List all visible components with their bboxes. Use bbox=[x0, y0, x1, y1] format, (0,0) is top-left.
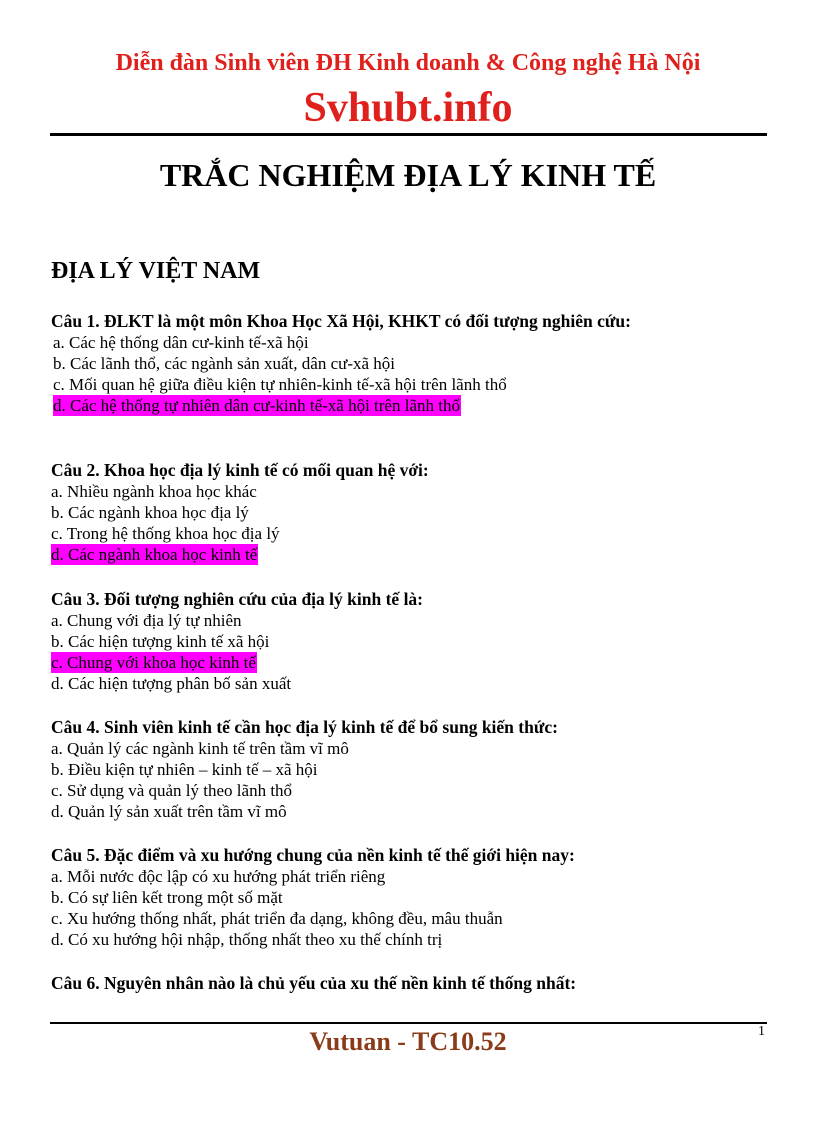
question-title: Câu 5. Đặc điểm và xu hướng chung của nền kinh tế thế giới hiện nay: bbox=[51, 845, 575, 865]
option-c: c. Mối quan hệ giữa điều kiện tự nhiên-kinh tế-xã hội trên lãnh thổ bbox=[53, 375, 507, 394]
option-list bbox=[51, 332, 771, 416]
footer-author: Vutuan - TC10.52 bbox=[309, 1027, 507, 1056]
question-2 bbox=[51, 460, 771, 565]
footer-rule bbox=[50, 1022, 767, 1024]
option-a: a. Nhiều ngành khoa học khác bbox=[51, 482, 257, 501]
option-list bbox=[51, 866, 771, 950]
section-heading: ĐỊA LÝ VIỆT NAM bbox=[51, 258, 261, 284]
option-c: c. Chung với khoa học kinh tế bbox=[51, 653, 256, 672]
question-title: Câu 2. Khoa học địa lý kinh tế có mối quan hệ với: bbox=[51, 460, 429, 480]
question-1 bbox=[51, 311, 771, 416]
option-a: a. Chung với địa lý tự nhiên bbox=[51, 611, 242, 630]
forum-name: Diễn đàn Sinh viên ĐH Kinh doanh & Công nghệ Hà Nội bbox=[115, 50, 701, 76]
option-a: a. Quản lý các ngành kinh tế trên tầm vĩ mô bbox=[51, 739, 349, 758]
option-a: a. Các hệ thống dân cư-kinh tế-xã hội bbox=[53, 333, 309, 352]
option-c: c. Trong hệ thống khoa học địa lý bbox=[51, 524, 280, 543]
option-list bbox=[51, 610, 771, 694]
option-d: d. Các hiện tượng phân bố sản xuất bbox=[51, 674, 292, 693]
option-c: c. Sử dụng và quản lý theo lãnh thổ bbox=[51, 781, 293, 800]
document-title: TRẮC NGHIỆM ĐỊA LÝ KINH TẾ bbox=[159, 157, 657, 193]
question-title: Câu 6. Nguyên nhân nào là chủ yếu của xu thế nền kinh tế thống nhất: bbox=[51, 973, 577, 993]
question-5 bbox=[51, 845, 771, 950]
option-b: b. Các lãnh thổ, các ngành sản xuất, dân cư-xã hội bbox=[53, 354, 396, 373]
option-d: d. Có xu hướng hội nhập, thống nhất theo xu thế chính trị bbox=[51, 930, 443, 949]
option-list bbox=[51, 481, 771, 565]
option-list bbox=[51, 738, 771, 822]
option-d: d. Các ngành khoa học kinh tế bbox=[51, 545, 258, 564]
option-d: d. Các hệ thống tự nhiên dân cư-kinh tế-xã hội trên lãnh thổ bbox=[53, 396, 460, 415]
option-c: c. Xu hướng thống nhất, phát triển đa dạng, không đều, mâu thuẫn bbox=[51, 909, 503, 928]
question-3 bbox=[51, 589, 771, 694]
site-name: Svhubt.info bbox=[303, 85, 513, 131]
question-title: Câu 4. Sinh viên kinh tế cần học địa lý kinh tế để bổ sung kiến thức: bbox=[51, 717, 558, 737]
option-b: b. Điều kiện tự nhiên – kinh tế – xã hội bbox=[51, 760, 318, 779]
question-4 bbox=[51, 717, 771, 822]
option-d: d. Quản lý sản xuất trên tầm vĩ mô bbox=[51, 802, 287, 821]
option-b: b. Các ngành khoa học địa lý bbox=[51, 503, 249, 522]
option-a: a. Mỗi nước độc lập có xu hướng phát triển riêng bbox=[51, 867, 386, 886]
option-b: b. Có sự liên kết trong một số mặt bbox=[51, 888, 283, 907]
question-6 bbox=[51, 973, 771, 994]
question-title: Câu 1. ĐLKT là một môn Khoa Học Xã Hội, KHKT có đối tượng nghiên cứu: bbox=[51, 311, 631, 331]
option-b: b. Các hiện tượng kinh tế xã hội bbox=[51, 632, 270, 651]
question-title: Câu 3. Đối tượng nghiên cứu của địa lý kinh tế là: bbox=[51, 589, 424, 609]
page-number: 1 bbox=[758, 1024, 765, 1039]
header-rule bbox=[50, 133, 767, 136]
